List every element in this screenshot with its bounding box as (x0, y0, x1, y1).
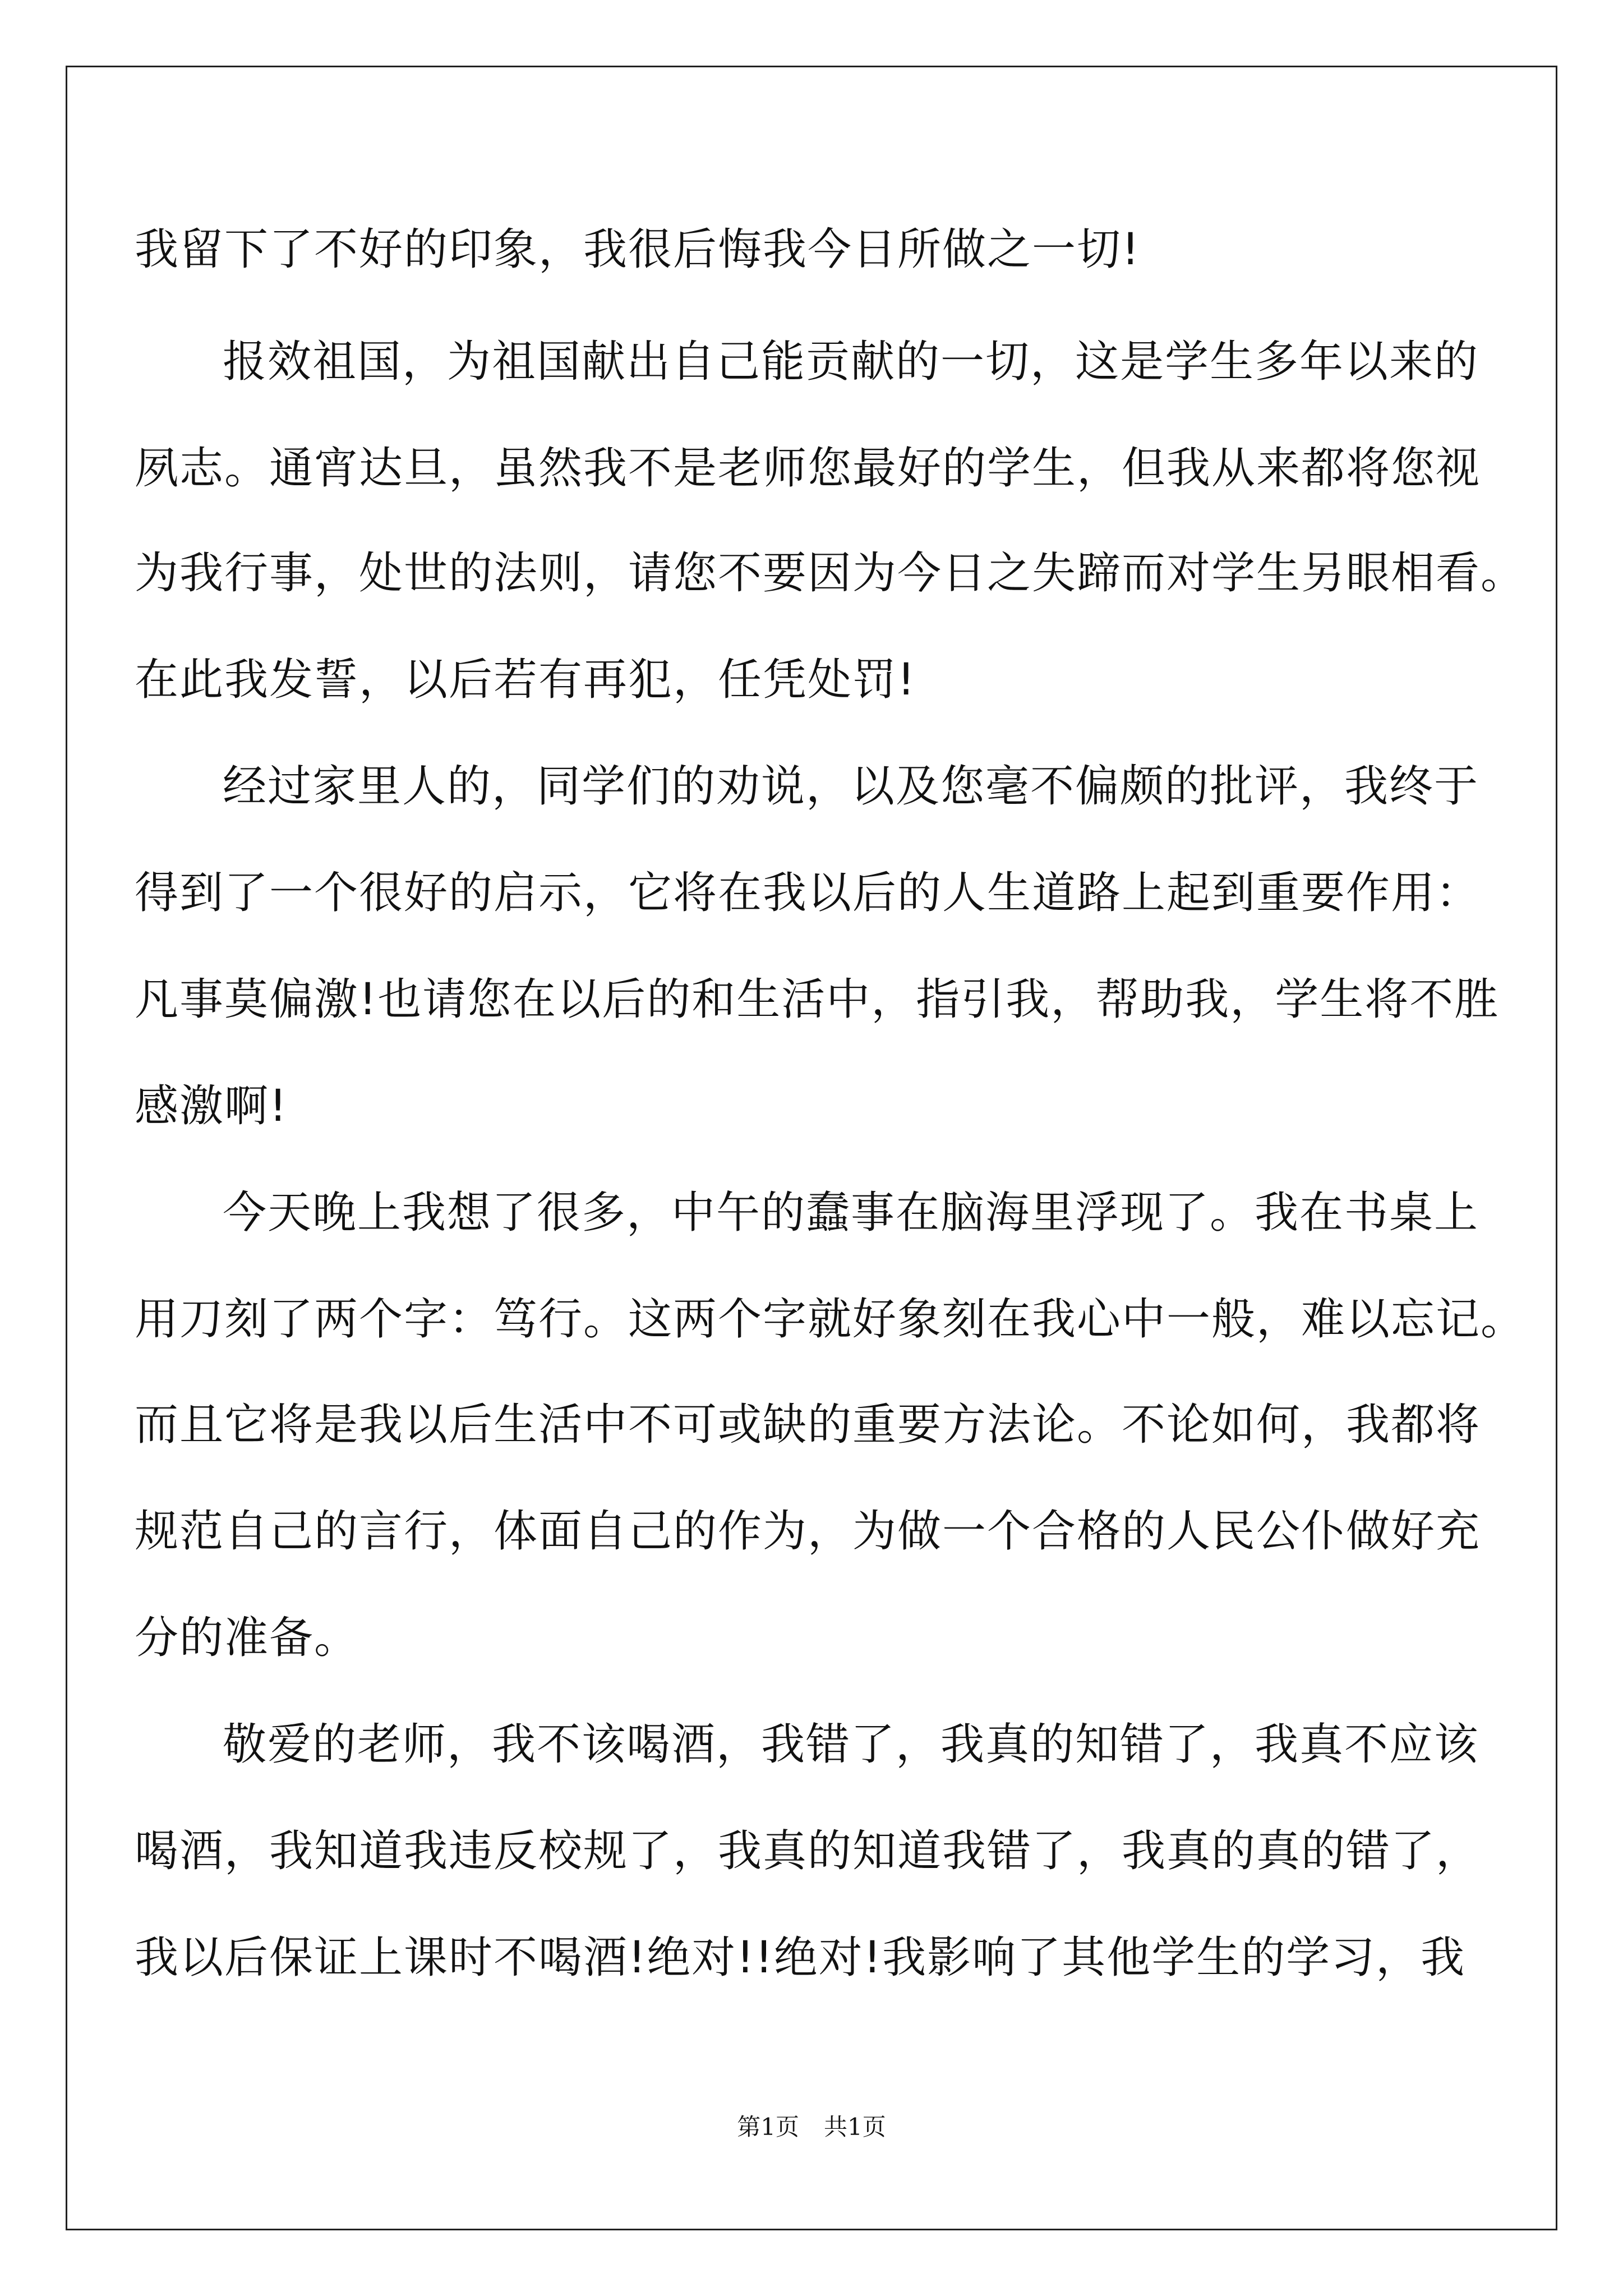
text-line: 在此我发誓，以后若有再犯，任凭处罚! (135, 655, 916, 705)
text-line: 得到了一个很好的启示，它将在我以后的人生道路上起到重要作用： (135, 868, 1481, 918)
text-line: 喝酒，我知道我违反校规了，我真的知道我错了，我真的真的错了， (135, 1826, 1481, 1876)
text-line: 我以后保证上课时不喝酒!绝对!!绝对!我影响了其他学生的学习，我 (135, 1932, 1466, 1983)
paragraph-start-line: 经过家里人的，同学们的劝说，以及您毫不偏颇的批评，我终于 (223, 761, 1479, 812)
text-line: 规范自己的言行，体面自己的作为，为做一个合格的人民公仆做好充 (135, 1506, 1481, 1557)
text-line: 凡事莫偏激!也请您在以后的和生活中，指引我，帮助我，学生将不胜 (135, 974, 1500, 1025)
text-line: 我留下了不好的印象，我很后悔我今日所做之一切! (135, 224, 1141, 275)
text-line: 夙志。通宵达旦，虽然我不是老师您最好的学生，但我从来都将您视 (135, 443, 1481, 494)
text-line: 而且它将是我以后生活中不可或缺的重要方法论。不论如何，我都将 (135, 1400, 1481, 1450)
paragraph-start-line: 报效祖国，为祖国献出自己能贡献的一切，这是学生多年以来的 (223, 337, 1479, 387)
text-line: 为我行事，处世的法则，请您不要因为今日之失蹄而对学生另眼相看。 (135, 548, 1526, 599)
page-number-total: 共1页 (824, 2113, 886, 2141)
text-line: 分的准备。 (135, 1613, 359, 1663)
paragraph-start-line: 今天晚上我想了很多，中午的蠢事在脑海里浮现了。我在书桌上 (223, 1188, 1479, 1238)
paragraph-start-line: 敬爱的老师，我不该喝酒，我错了，我真的知错了，我真不应该 (223, 1719, 1479, 1770)
page-number-current: 第1页 (737, 2113, 799, 2141)
page-footer (0, 2110, 1623, 2144)
text-line: 感激啊! (135, 1081, 288, 1131)
text-line: 用刀刻了两个字：笃行。这两个字就好象刻在我心中一般，难以忘记。 (135, 1294, 1526, 1345)
